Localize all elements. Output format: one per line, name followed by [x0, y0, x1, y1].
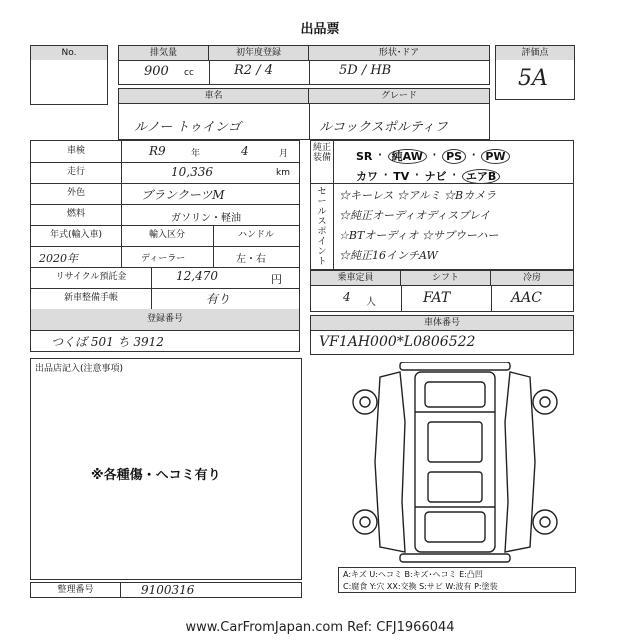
no-box: [30, 45, 108, 105]
watermark-text: www.CarFromJapan.com Ref: CFJ1966044: [185, 620, 455, 635]
yen-unit: 円: [271, 273, 282, 286]
grade-label: グレード: [309, 89, 489, 103]
handle-value: 左・右: [236, 254, 266, 265]
recycle-value: 12,470: [176, 269, 218, 283]
grade-value: ルコックスポルティフ: [319, 120, 448, 135]
ac-value: AAC: [511, 290, 542, 306]
management-box: [30, 582, 302, 598]
equipment-label: 純正装備: [312, 143, 331, 163]
ac-label: 冷房: [491, 271, 573, 285]
specs-box: [310, 270, 574, 312]
rating-label: 評価点: [496, 46, 574, 60]
model-year-label: 年式(輸入車): [49, 230, 103, 240]
inspection-label: 車検: [66, 146, 85, 156]
capacity-label: 乗車定員: [311, 271, 401, 285]
leather-option: カワ: [356, 170, 378, 183]
vin-value: VF1AH000*L0806522: [319, 334, 476, 350]
equipment-row2: カワ · TV · ナビ · エアB: [356, 165, 500, 184]
import-value: ディーラー: [141, 254, 186, 264]
inspection-year: R9: [149, 144, 166, 158]
management-value: 9100316: [141, 583, 195, 597]
car-left-side: [375, 372, 405, 552]
color-value: ブランクーツM: [141, 188, 225, 202]
maintenance-label: 新車整備手帳: [63, 293, 118, 303]
registration-value: つくば 501 ち 3912: [51, 335, 164, 349]
cc-unit: cc: [184, 68, 194, 78]
mileage-label: 走行: [66, 167, 85, 177]
no-label: No.: [31, 46, 107, 60]
vin-label: 車体番号: [311, 316, 573, 330]
legend-row2: C:腐食 Y:穴 XX:交換 S:サビ W:波有 P:塗装: [343, 582, 498, 591]
recycle-label: リサイクル預託金: [55, 272, 127, 282]
car-damage-diagram: [340, 362, 570, 567]
car-name-box: [118, 88, 490, 140]
handle-label: ハンドル: [237, 230, 274, 240]
ps-option: PS: [442, 149, 466, 164]
equipment-sales-box: [310, 140, 574, 270]
notes-text: ※各種傷・ヘコミ有り: [91, 468, 221, 483]
first-registration-label: 初年度登録: [209, 46, 309, 60]
shift-label: シフト: [401, 271, 491, 285]
import-label: 輸入区分: [148, 230, 185, 240]
model-door-value: 5D / HB: [339, 63, 392, 78]
alloy-wheel-option: 純AW: [388, 149, 427, 164]
rating-box: [495, 45, 575, 100]
first-registration-value: R2 / 4: [234, 63, 273, 78]
page-title: 出品票: [300, 22, 340, 37]
pw-option: PW: [481, 149, 509, 164]
rating-value: 5A: [518, 66, 548, 91]
color-label: 外色: [66, 188, 85, 198]
sales-point-2: ☆純正オーディオディスプレイ: [339, 209, 491, 222]
maintenance-value: 有り: [206, 292, 231, 306]
shift-value: FAT: [423, 290, 451, 306]
fuel-value: ガソリン・軽油: [171, 213, 241, 224]
vin-box: [310, 315, 574, 355]
car-name-value: ルノー トゥインゴ: [134, 120, 241, 135]
sales-point-4: ☆純正16インチAW: [339, 249, 438, 262]
month-unit: 月: [279, 149, 289, 159]
sales-point-3: ☆BTオーディオ ☆サブウーハー: [339, 229, 499, 242]
navi-option: ナビ: [424, 170, 447, 183]
inspection-month: 4: [241, 144, 249, 158]
fuel-label: 燃料: [66, 209, 85, 219]
equipment-row1: SR · 純AW · PS · PW: [356, 145, 510, 164]
legend-row1: A:キズ U:ヘコミ B:キズ･ヘコミ E:凸凹: [343, 570, 483, 579]
airbag-option: エアB: [462, 169, 500, 184]
legend-box: [338, 567, 576, 593]
car-name-label: 車名: [119, 89, 309, 103]
model-door-label: 形状･ドア: [309, 46, 489, 60]
notes-label: 出品店記入(注意事項): [35, 364, 124, 374]
car-right-side: [505, 372, 535, 552]
capacity-value: 4: [343, 290, 351, 304]
registration-label: 登録番号: [31, 309, 299, 330]
notes-box: [30, 358, 302, 580]
management-label: 整理番号: [31, 583, 121, 597]
sales-points-label: セールスポイント: [317, 187, 327, 267]
top-spec-box: [118, 45, 490, 85]
capacity-unit: 人: [366, 297, 376, 308]
mileage-value: 10,336: [171, 165, 213, 179]
year-unit: 年: [191, 149, 201, 159]
displacement-value: 900: [144, 64, 169, 79]
displacement-label: 排気量: [119, 46, 209, 60]
tv-option: TV: [393, 170, 410, 183]
sr-option: SR: [356, 150, 373, 163]
details-table: [30, 140, 300, 352]
sales-point-1: ☆キーレス ☆アルミ ☆Bカメラ: [339, 189, 497, 202]
km-unit: km: [276, 168, 290, 178]
model-year-value: 2020年: [39, 252, 78, 265]
